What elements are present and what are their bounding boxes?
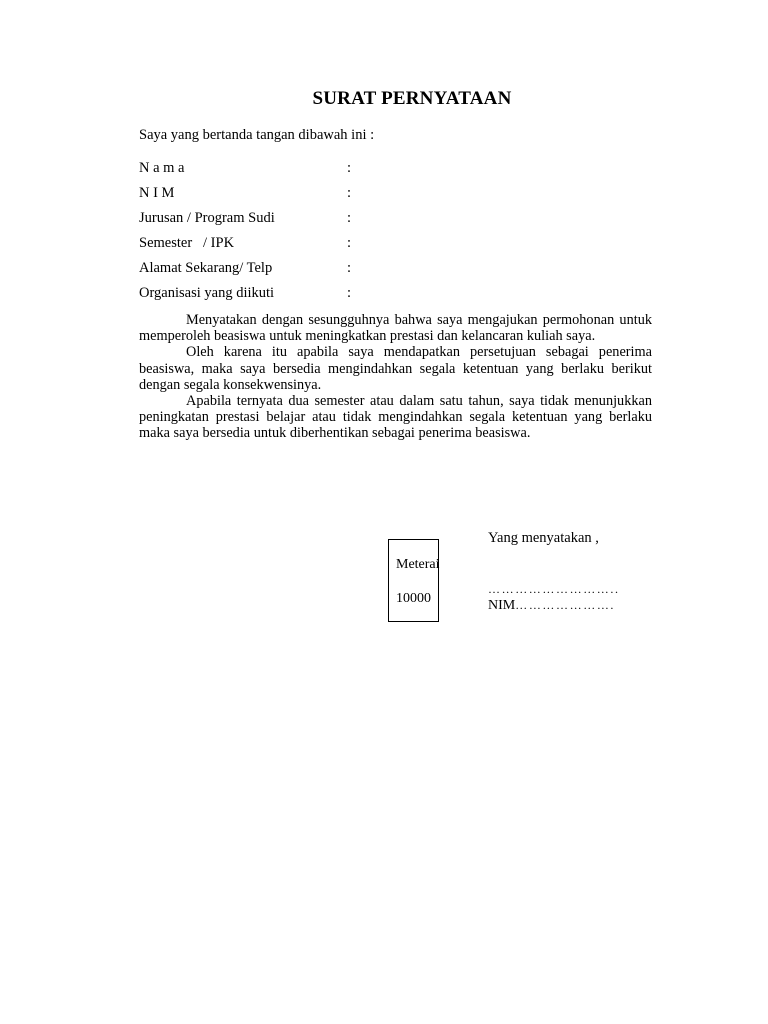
field-colon-nim: : xyxy=(347,185,352,201)
intro-text: Saya yang bertanda tangan dibawah ini : xyxy=(139,127,375,143)
field-label-nim: N I M xyxy=(139,185,175,201)
field-label-organisasi: Organisasi yang diikuti xyxy=(139,285,275,301)
field-alamat xyxy=(139,260,399,285)
field-nama xyxy=(139,160,399,185)
paragraph-ketentuan: Apabila ternyata dua semester atau dalam satu tahun, saya tidak menunjukkan peningkatan prestasi belajar atau tidak mengindahkan segala ketentuan yang berlaku maka saya bersedia untuk diberhentikan sebagai penerima beasiswa. xyxy=(139,393,652,442)
field-jurusan xyxy=(139,210,399,235)
field-colon-semester-ipk: : xyxy=(347,235,352,251)
field-label-alamat: Alamat Sekarang/ Telp xyxy=(139,260,273,276)
field-colon-alamat: : xyxy=(347,260,352,276)
signature-nim-line xyxy=(488,598,615,614)
field-label-semester-ipk: Semester / IPK xyxy=(139,235,235,251)
identity-fields xyxy=(139,160,399,310)
field-colon-nama: : xyxy=(347,160,352,176)
meterai-value: 10000 xyxy=(396,591,431,606)
field-semester-ipk xyxy=(139,235,399,260)
meterai-label: Meterai xyxy=(396,557,440,572)
meterai-stamp-box xyxy=(388,539,439,622)
field-label-jurusan: Jurusan / Program Sudi xyxy=(139,210,275,226)
signature-nim-dots: …………………. xyxy=(515,598,616,612)
paragraph-menyatakan: Menyatakan dengan sesungguhnya bahwa saya mengajukan permohonan untuk memperoleh beasiswa untuk meningkatkan prestasi dan kelancaran kuliah saya. xyxy=(139,312,652,345)
field-organisasi xyxy=(139,285,399,310)
document-title: SURAT PERNYATAAN xyxy=(312,88,512,109)
signature-nim-label: NIM xyxy=(488,598,516,613)
field-nim xyxy=(139,185,399,210)
field-label-nama: N a m a xyxy=(139,160,185,176)
field-colon-organisasi: : xyxy=(347,285,352,301)
statement-body xyxy=(139,312,652,442)
signature-label: Yang menyatakan , xyxy=(488,530,599,546)
signature-name-line: ……………………….. xyxy=(488,582,620,596)
field-colon-jurusan: : xyxy=(347,210,352,226)
paragraph-persetujuan: Oleh karena itu apabila saya mendapatkan persetujuan sebagai penerima beasiswa, maka saya bersedia mengindahkan segala ketentuan yang berlaku berikut dengan segala konsekwensinya. xyxy=(139,344,652,393)
